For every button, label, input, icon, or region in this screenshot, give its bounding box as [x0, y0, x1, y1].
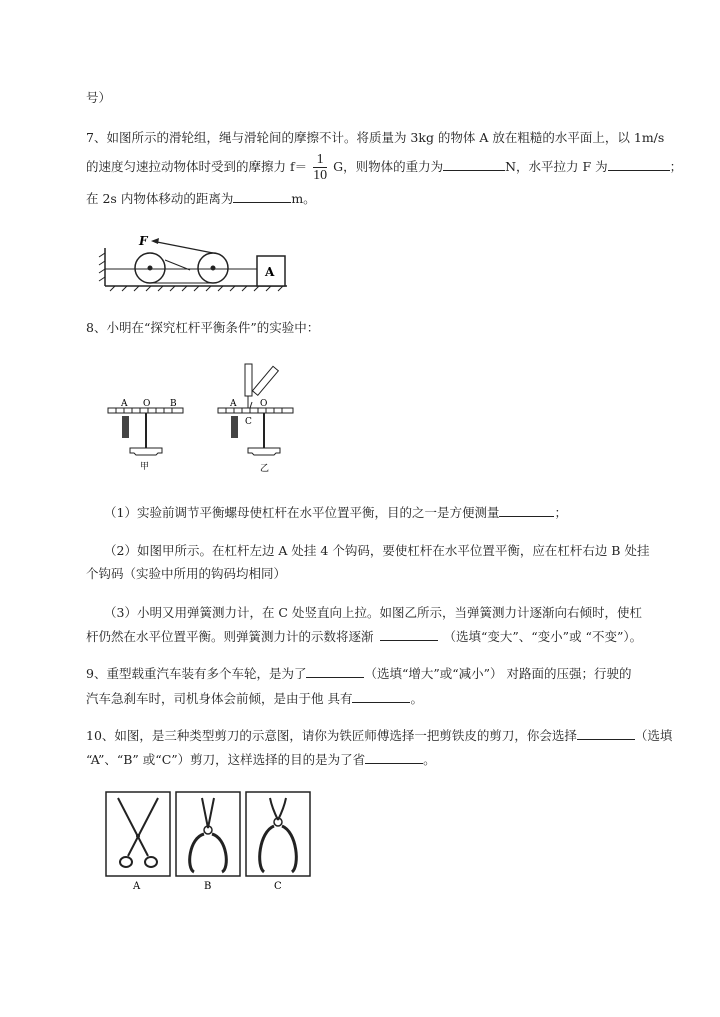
point-b-label: B: [170, 399, 177, 409]
q7-line2: [86, 152, 682, 183]
q8-part2-line1: （2）如图甲所示。在杠杆左边 A 处挂 4 个钩码，要使杠杆在水平位置平衡，应在杠杆右边 B 处挂: [104, 543, 650, 558]
q9-line1: [86, 664, 632, 682]
q9-text: 汽车急刹车时，司机身体会前倾，是由于他 具有: [86, 691, 353, 706]
spring-scale-tilted: [252, 366, 278, 395]
hook-weights: [122, 416, 129, 438]
scissors-a: [106, 792, 170, 892]
point-c-label: C: [245, 417, 252, 427]
q10-line1: [86, 726, 672, 744]
arrow-icon: [151, 238, 159, 244]
fig-jia-label: 甲: [140, 462, 150, 472]
q9-text: （选填“增大”或“减小”） 对路面的压强；行驶的: [364, 666, 632, 681]
q8-part1: [104, 503, 567, 521]
q10-text: “A”、“B” 或“C”）剪刀，这样选择的目的是为了省: [86, 752, 366, 767]
block-label: A: [265, 265, 275, 279]
q8-part3-line2: [86, 627, 642, 645]
answer-blank[interactable]: [499, 504, 554, 517]
answer-blank[interactable]: [608, 158, 670, 171]
q7-line3: [86, 189, 316, 207]
lever-figure: [100, 358, 300, 483]
q7-text: N，水平拉力 F 为: [505, 159, 608, 174]
q7-text: 的速度匀速拉动物体时受到的摩擦力 f＝: [86, 159, 308, 174]
q7-text: ；: [669, 159, 683, 174]
q10-text: （选填: [634, 728, 673, 743]
q8-part2-line2: 个钩码（实验中所用的钩码均相同）: [86, 566, 287, 581]
lever-yi: [218, 364, 293, 474]
q8-text: （1）实验前调节平衡螺母使杠杆在水平位置平衡，目的之一是方便测量: [104, 505, 500, 520]
q9-text: 。: [410, 691, 423, 706]
lever-jia: [108, 399, 183, 472]
q10-line2: [86, 750, 436, 768]
top-fragment: 号）: [86, 90, 112, 105]
point-a-label: A: [230, 399, 237, 409]
pulley-figure: [95, 228, 295, 294]
q7-text: G，则物体的重力为: [333, 159, 444, 174]
point-a-label: A: [121, 399, 128, 409]
answer-blank[interactable]: [365, 751, 423, 764]
q8-part3-line1: （3）小明又用弹簧测力计，在 C 处竖直向上拉。如图乙所示，当弹簧测力计逐渐向右倾时，使杠: [104, 605, 642, 620]
q7-fraction: [313, 152, 327, 183]
q8-text: （选填“变大”、“变小”或 “不变”）。: [443, 629, 643, 644]
q9-line2: [86, 689, 423, 707]
point-o-label: O: [260, 399, 268, 409]
force-label: F: [139, 234, 148, 248]
scissors-b-label: B: [204, 881, 212, 892]
answer-blank[interactable]: [380, 628, 438, 641]
q8-text: 杆仍然在水平位置平衡。则弹簧测力计的示数将逐渐: [86, 629, 374, 644]
q10-text: 。: [423, 752, 436, 767]
scissors-c-label: C: [274, 881, 282, 892]
answer-blank[interactable]: [233, 190, 291, 203]
point-o-label: O: [143, 399, 151, 409]
spring-scale-vertical: [245, 364, 252, 396]
answer-blank[interactable]: [443, 158, 505, 171]
q9-text: 9、重型载重汽车装有多个车轮，是为了: [86, 666, 307, 681]
q7-text: m。: [291, 191, 316, 206]
scissors-figure: [104, 788, 314, 896]
q7-line1: 7、如图所示的滑轮组，绳与滑轮间的摩擦不计。将质量为 3kg 的物体 A 放在粗糙的水平面上，以 1m/s: [86, 130, 665, 145]
q10-text: 10、如图，是三种类型剪刀的示意图，请你为铁匠师傅选择一把剪铁皮的剪刀，你会选择: [86, 728, 577, 743]
q8-text: ；: [554, 505, 567, 520]
frac-num: 1: [313, 152, 327, 168]
scissors-b: [176, 792, 240, 892]
scissors-c: [246, 792, 310, 892]
answer-blank[interactable]: [352, 690, 410, 703]
scissors-a-label: A: [133, 881, 141, 892]
q8-title: 8、小明在“探究杠杆平衡条件”的实验中：: [86, 320, 320, 335]
q7-text: 在 2s 内物体移动的距离为: [86, 191, 234, 206]
fig-yi-label: 乙: [260, 464, 270, 474]
frac-den: 10: [313, 168, 328, 183]
answer-blank[interactable]: [577, 727, 635, 740]
answer-blank[interactable]: [306, 665, 364, 678]
